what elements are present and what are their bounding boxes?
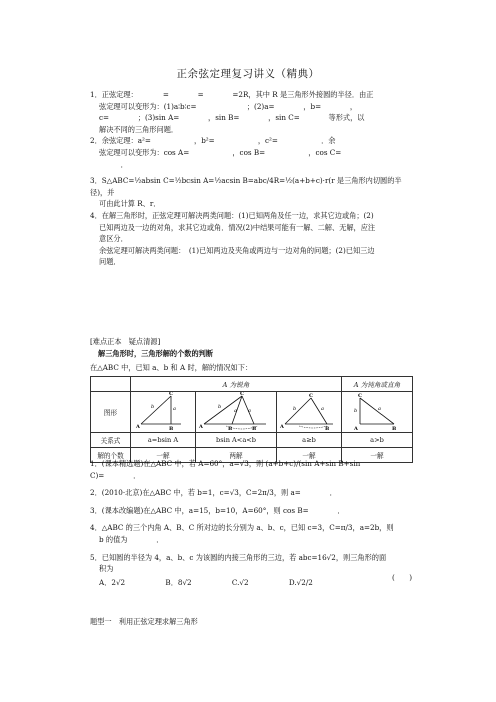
basics-line: 问题． bbox=[99, 257, 121, 267]
triangle-figure-4 bbox=[342, 392, 413, 433]
basics-line: 1．正弦定理： = = =2R，其中 R 是三角形外接圆的半径．由正 bbox=[90, 90, 374, 99]
option-a: A．2√2 bbox=[99, 577, 126, 587]
header-acute: A 为锐角 bbox=[131, 377, 342, 392]
svg-text:C: C bbox=[240, 392, 244, 397]
relation-cell: a≥b bbox=[277, 433, 342, 448]
basics-line: 已知两边及一边的对角，求其它边或角．情况(2)中结果可能有一解、二解、无解，应注 bbox=[99, 222, 376, 232]
svg-text:a: a bbox=[248, 408, 251, 414]
svg-text:B: B bbox=[169, 426, 174, 430]
answer-bracket: ( ) bbox=[392, 573, 412, 582]
svg-text:b: b bbox=[218, 404, 222, 410]
svg-text:B: B bbox=[392, 426, 397, 430]
problem-line: 5．已知圆的半径为 4，a、b、c 为该圆的内接三角形的三边，若 abc=16√2，则三角形的面 bbox=[90, 552, 387, 562]
svg-text:C: C bbox=[309, 393, 313, 399]
basics-line: 意区分． bbox=[99, 234, 128, 244]
svg-text:a: a bbox=[234, 408, 237, 414]
triangle-figure-2 bbox=[196, 392, 277, 433]
row-relation-label: 关系式 bbox=[91, 433, 131, 448]
basics-line: 3．S△ABC=½absin C=½bcsin A=½acsin B=abc/4R=½(a+b+c)·r(r 是三角形内切圆的半径)，并 bbox=[90, 176, 402, 197]
svg-text:B: B bbox=[252, 426, 257, 430]
relation-cell: bsin A<a<b bbox=[196, 433, 277, 448]
solutions-table bbox=[90, 376, 413, 463]
page-title: 正余弦定理复习讲义（精典） bbox=[176, 68, 320, 80]
svg-text:A: A bbox=[354, 426, 358, 430]
basics-line: 2．余弦定理：a²= ，b²= ，c²= ．余 bbox=[90, 136, 336, 146]
problem-line: b 的值为 ． bbox=[99, 534, 164, 544]
basics-line: 弦定理可以变形为：(1)a∶b∶c= ；(2)a= ，b= ， bbox=[99, 101, 358, 111]
svg-text:C: C bbox=[358, 393, 362, 399]
svg-text:B: B bbox=[228, 426, 233, 430]
basics-line: 解决不同的三角形问题． bbox=[99, 124, 179, 134]
relation-cell: a=bsin A bbox=[131, 433, 196, 448]
count-cell: 一解 bbox=[277, 448, 342, 463]
basics-line: 4．在解三角形时，正弦定理可解决两类问题：(1)已知两角及任一边，求其它边或角；(2) bbox=[90, 210, 374, 220]
svg-text:a: a bbox=[378, 406, 381, 412]
section-footer: 题型一 利用正弦定理求解三角形 bbox=[90, 617, 198, 626]
row-figure-label: 图形 bbox=[91, 392, 131, 433]
svg-text:A: A bbox=[136, 424, 140, 430]
relation-cell: a>b bbox=[342, 433, 413, 448]
svg-text:b: b bbox=[354, 408, 358, 414]
basics-line: ． bbox=[99, 159, 128, 169]
svg-text:b: b bbox=[293, 406, 297, 412]
basics-line: 余弦定理可解决两类问题： (1)已知两边及夹角或两边与一边对角的问题；(2)已知三边 bbox=[99, 245, 375, 255]
option-c: C.√2 bbox=[231, 577, 249, 587]
section-subheading: 解三角形时，三角形解的个数的判断 bbox=[98, 349, 214, 358]
basics-block bbox=[90, 89, 412, 268]
problem-line: 1．(课本精选题)在△ABC 中，若 A=60°，a=√3，则 (a+b+c)/(sin A+sin B+sin C)= ． bbox=[90, 459, 361, 480]
triangle-figure-1 bbox=[131, 392, 196, 433]
header-obtuse: A 为钝角或直角 bbox=[342, 377, 413, 392]
table-intro: 在△ABC 中，已知 a、b 和 A 时，解的情况如下： bbox=[90, 363, 253, 372]
count-cell: 一解 bbox=[342, 448, 413, 463]
option-b: B．8√2 bbox=[165, 577, 192, 587]
problem-line: 2．(2010·北京)在△ABC 中，若 b=1，c=√3，C=2π/3，则 a= ． bbox=[90, 488, 337, 498]
svg-text:b: b bbox=[151, 404, 155, 410]
option-d: D.√2/2 bbox=[288, 577, 313, 587]
svg-text:a: a bbox=[321, 406, 324, 412]
problems-block bbox=[90, 458, 412, 588]
problem-line: 3．(课本改编题)在△ABC 中，a=15，b=10，A=60°，则 cos B= ． bbox=[90, 505, 345, 515]
section-heading: [难点正本 疑点清源] bbox=[90, 337, 161, 346]
basics-line: 弦定理可以变形为：cos A= ，cos B= ，cos C= bbox=[99, 147, 371, 157]
problem-line: 积为 bbox=[99, 564, 114, 574]
svg-text:A: A bbox=[199, 424, 203, 430]
basics-line: c= ；(3)sin A= ，sin B= ，sin C= 等形式，以 bbox=[99, 113, 365, 123]
problem-line: 4．△ABC 的三个内角 A、B、C 所对边的长分别为 a、b、c，已知 c=3，C=π/3，a=2b，则 bbox=[90, 523, 394, 533]
options-row bbox=[90, 577, 412, 589]
basics-line: 可由此计算 R、r． bbox=[99, 199, 161, 209]
svg-text:B: B bbox=[325, 426, 330, 430]
row-count-label: 解的个数 bbox=[91, 448, 131, 463]
count-cell: 一解 bbox=[131, 448, 196, 463]
count-cell: 两解 bbox=[196, 448, 277, 463]
svg-text:C: C bbox=[169, 392, 173, 397]
svg-text:a: a bbox=[173, 406, 176, 412]
triangle-figure-3 bbox=[277, 392, 342, 433]
svg-text:A: A bbox=[280, 424, 284, 430]
